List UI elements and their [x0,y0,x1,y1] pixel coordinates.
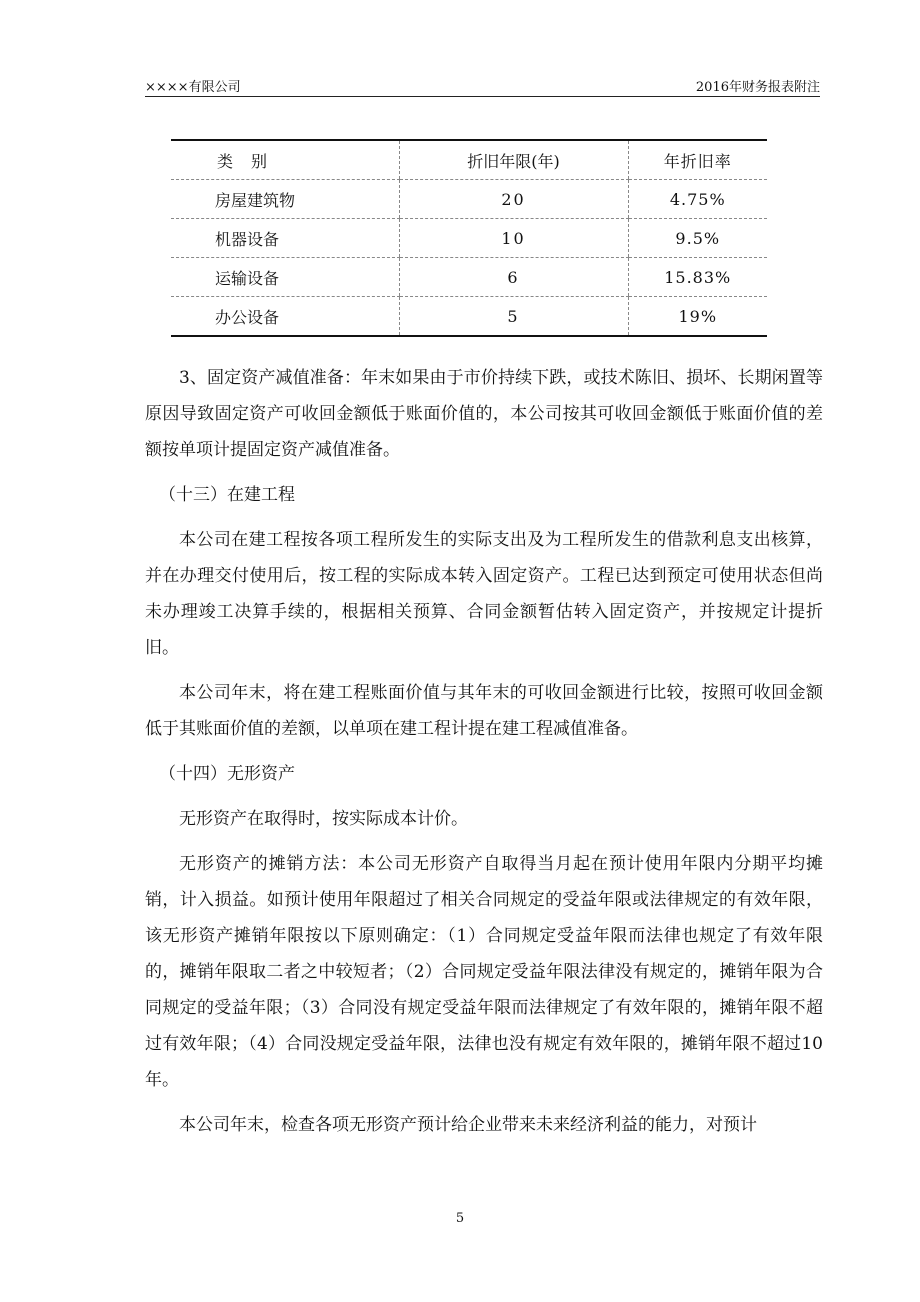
page-number: 5 [455,1211,465,1226]
column-header-years: 折旧年限(年) [399,140,628,180]
table-row [171,219,767,258]
cell-years: 5 [399,297,628,337]
cell-category: 办公设备 [171,297,399,337]
cell-rate: 15.83% [628,258,767,297]
paragraph-construction-impairment: 本公司年末，将在建工程账面价值与其年末的可收回金额进行比较，按照可收回金额低于其账面价值的差额，以单项在建工程计提在建工程减值准备。 [145,683,823,739]
table-row [171,180,767,219]
cell-rate: 19% [628,297,767,337]
paragraph-construction: 本公司在建工程按各项工程所发生的实际支出及为工程所发生的借款利息支出核算，并在办理交付使用后，按工程的实际成本转入固定资产。工程已达到预定可使用状态但尚未办理竣工决算手续的，根据相关预算、合同金额暂估转入固定资产，并按规定计提折旧。 [145,530,823,658]
paragraph-intangible-review: 本公司年末，检查各项无形资产预计给企业带来未来经济利益的能力，对预计 [179,1115,757,1135]
company-name: ××××有限公司 [145,80,241,95]
section-heading-construction: （十三）在建工程 [159,485,295,505]
table-row [171,297,767,337]
cell-years: 20 [399,180,628,219]
paragraph-intangible-amortization: 无形资产的摊销方法：本公司无形资产自取得当月起在预计使用年限内分期平均摊销，计入损益。如预计使用年限超过了相关合同规定的受益年限或法律规定的有效年限，该无形资产摊销年限按以下原则确定：（1）合同规定受益年限而法律也规定了有效年限的，摊销年限取二者之中较短者；（2）合同规定受益年限法律没有规定的，摊销年限为合同规定的受益年限；（3）合同没有规定受益年限而法律规定了有效年限的，摊销年限不超过有效年限；（4）合同没规定受益年限，法律也没有规定有效年限的，摊销年限不超过10年。 [145,854,823,1090]
paragraph-impairment: 3、固定资产减值准备：年末如果由于市价持续下跌，或技术陈旧、损坏、长期闲置等原因导致固定资产可收回金额低于账面价值的，本公司按其可收回金额低于账面价值的差额按单项计提固定资产减值准备。 [145,368,823,460]
body-text [145,360,823,1152]
cell-rate: 9.5% [628,219,767,258]
depreciation-table [171,139,767,337]
section-heading-intangible: （十四）无形资产 [159,764,295,784]
page-header [145,76,820,97]
cell-rate: 4.75% [628,180,767,219]
table-row [171,258,767,297]
cell-category: 房屋建筑物 [171,180,399,219]
report-title: 2016年财务报表附注 [695,80,820,95]
paragraph-intangible-cost: 无形资产在取得时，按实际成本计价。 [179,809,468,829]
cell-category: 机器设备 [171,219,399,258]
cell-years: 6 [399,258,628,297]
table-header-row [171,140,767,180]
cell-category: 运输设备 [171,258,399,297]
cell-years: 10 [399,219,628,258]
column-header-category: 类别 [171,140,399,180]
column-header-rate: 年折旧率 [628,140,767,180]
